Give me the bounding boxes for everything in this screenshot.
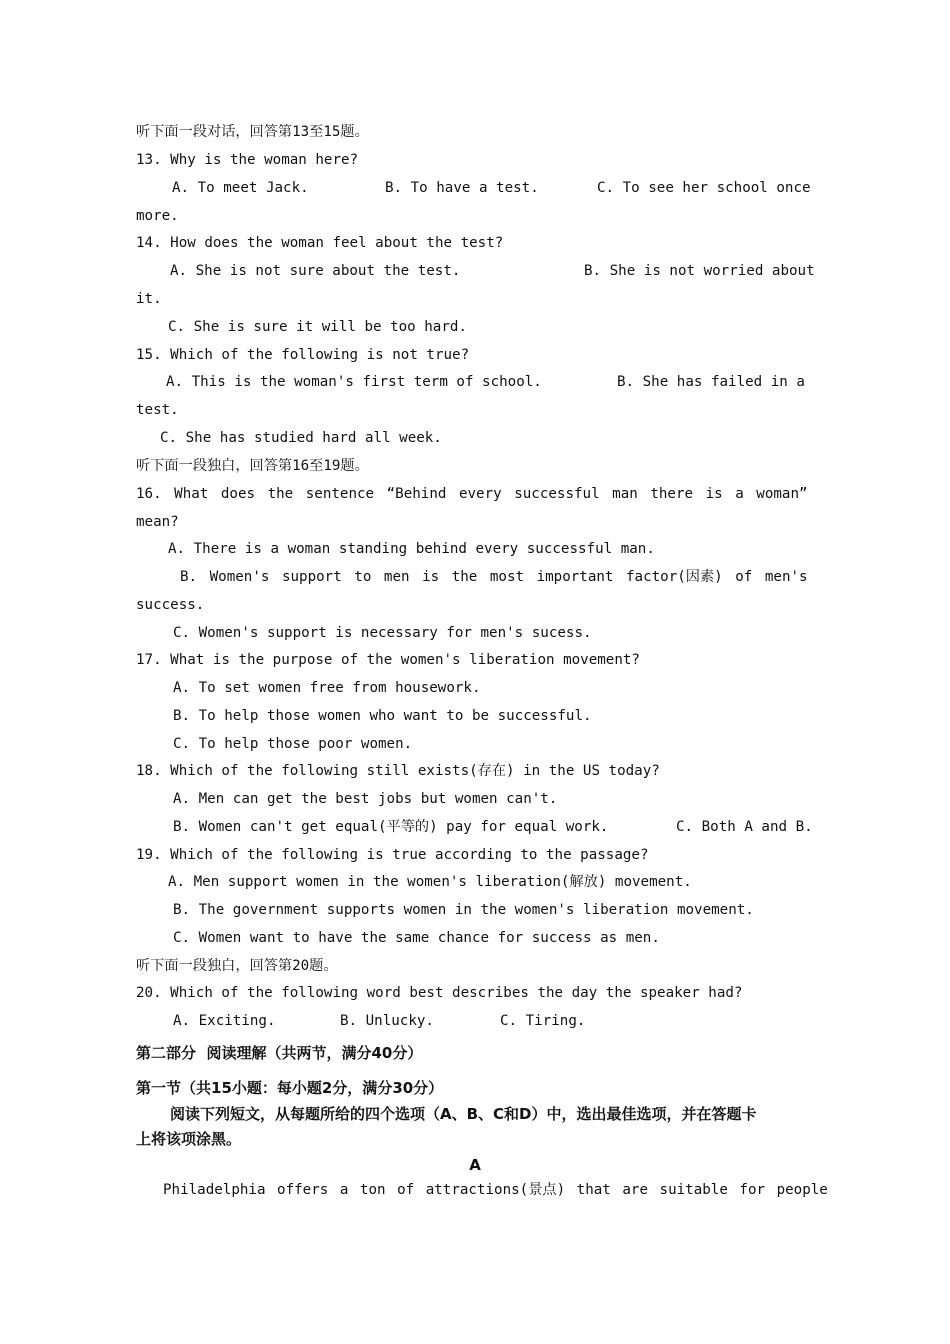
question-18-option-a: A. Men can get the best jobs but women can't. — [173, 791, 558, 807]
reading-instruction-line-1: 阅读下列短文，从每题所给的四个选项（A、B、C和D）中，选出最佳选项，并在答题卡 — [170, 1105, 757, 1123]
listening-intro-13-15: 听下面一段对话，回答第13至15题。 — [136, 124, 369, 140]
question-17-stem: 17. What is the purpose of the women's liberation movement? — [136, 652, 640, 668]
question-13-option-a: A. To meet Jack. — [172, 180, 309, 196]
question-16-stem: 16. What does the sentence “Behind every successful man there is a woman” — [136, 486, 808, 502]
question-14-option-a: A. She is not sure about the test. — [170, 263, 461, 279]
question-19-option-c: C. Women want to have the same chance for success as men. — [173, 930, 660, 946]
question-19-option-b: B. The government supports women in the women's liberation movement. — [173, 902, 754, 918]
question-18-option-b: B. Women can't get equal(平等的) pay for equal work. — [173, 819, 609, 835]
question-16-option-c: C. Women's support is necessary for men's sucess. — [173, 625, 592, 641]
question-20-option-c: C. Tiring. — [500, 1013, 586, 1029]
part-two-title: 第二部分 阅读理解（共两节，满分40分） — [136, 1044, 423, 1062]
reading-instruction-line-2: 上将该项涂黑。 — [136, 1130, 242, 1148]
question-18-option-c: C. Both A and B. — [676, 819, 813, 835]
listening-intro-20: 听下面一段独白，回答第20题。 — [136, 958, 338, 974]
question-15-option-b-continued: test. — [136, 402, 179, 418]
question-16-option-b-continued: success. — [136, 597, 205, 613]
question-15-stem: 15. Which of the following is not true? — [136, 347, 470, 363]
question-20-stem: 20. Which of the following word best describes the day the speaker had? — [136, 985, 743, 1001]
question-14-stem: 14. How does the woman feel about the test? — [136, 235, 504, 251]
question-15-option-a: A. This is the woman's first term of school. — [166, 374, 542, 390]
question-19-option-a: A. Men support women in the women's liberation(解放) movement. — [168, 874, 692, 890]
question-14-option-c: C. She is sure it will be too hard. — [168, 319, 467, 335]
question-19-stem: 19. Which of the following is true according to the passage? — [136, 847, 649, 863]
question-16-stem-continued: mean? — [136, 514, 179, 530]
section-one-title: 第一节（共15小题：每小题2分，满分30分） — [136, 1079, 444, 1097]
question-17-option-b: B. To help those women who want to be successful. — [173, 708, 592, 724]
passage-label: A — [469, 1156, 481, 1174]
question-13-option-b: B. To have a test. — [385, 180, 539, 196]
question-13-option-c: C. To see her school once — [597, 180, 811, 196]
listening-intro-16-19: 听下面一段独白，回答第16至19题。 — [136, 458, 369, 474]
question-20-option-b: B. Unlucky. — [340, 1013, 434, 1029]
question-16-option-a: A. There is a woman standing behind every successful man. — [168, 541, 655, 557]
question-14-option-b-continued: it. — [136, 291, 162, 307]
question-15-option-b: B. She has failed in a — [617, 374, 805, 390]
passage-a-first-line: Philadelphia offers a ton of attractions(景点) that are suitable for people — [163, 1182, 828, 1198]
question-15-option-c: C. She has studied hard all week. — [160, 430, 442, 446]
question-14-option-b: B. She is not worried about — [584, 263, 815, 279]
question-16-option-b: B. Women's support to men is the most important factor(因素) of men's — [180, 569, 808, 585]
question-20-option-a: A. Exciting. — [173, 1013, 276, 1029]
question-13-stem: 13. Why is the woman here? — [136, 152, 359, 168]
question-17-option-a: A. To set women free from housework. — [173, 680, 481, 696]
question-13-option-c-continued: more. — [136, 208, 179, 224]
question-18-stem: 18. Which of the following still exists(存在) in the US today? — [136, 763, 660, 779]
question-17-option-c: C. To help those poor women. — [173, 736, 413, 752]
